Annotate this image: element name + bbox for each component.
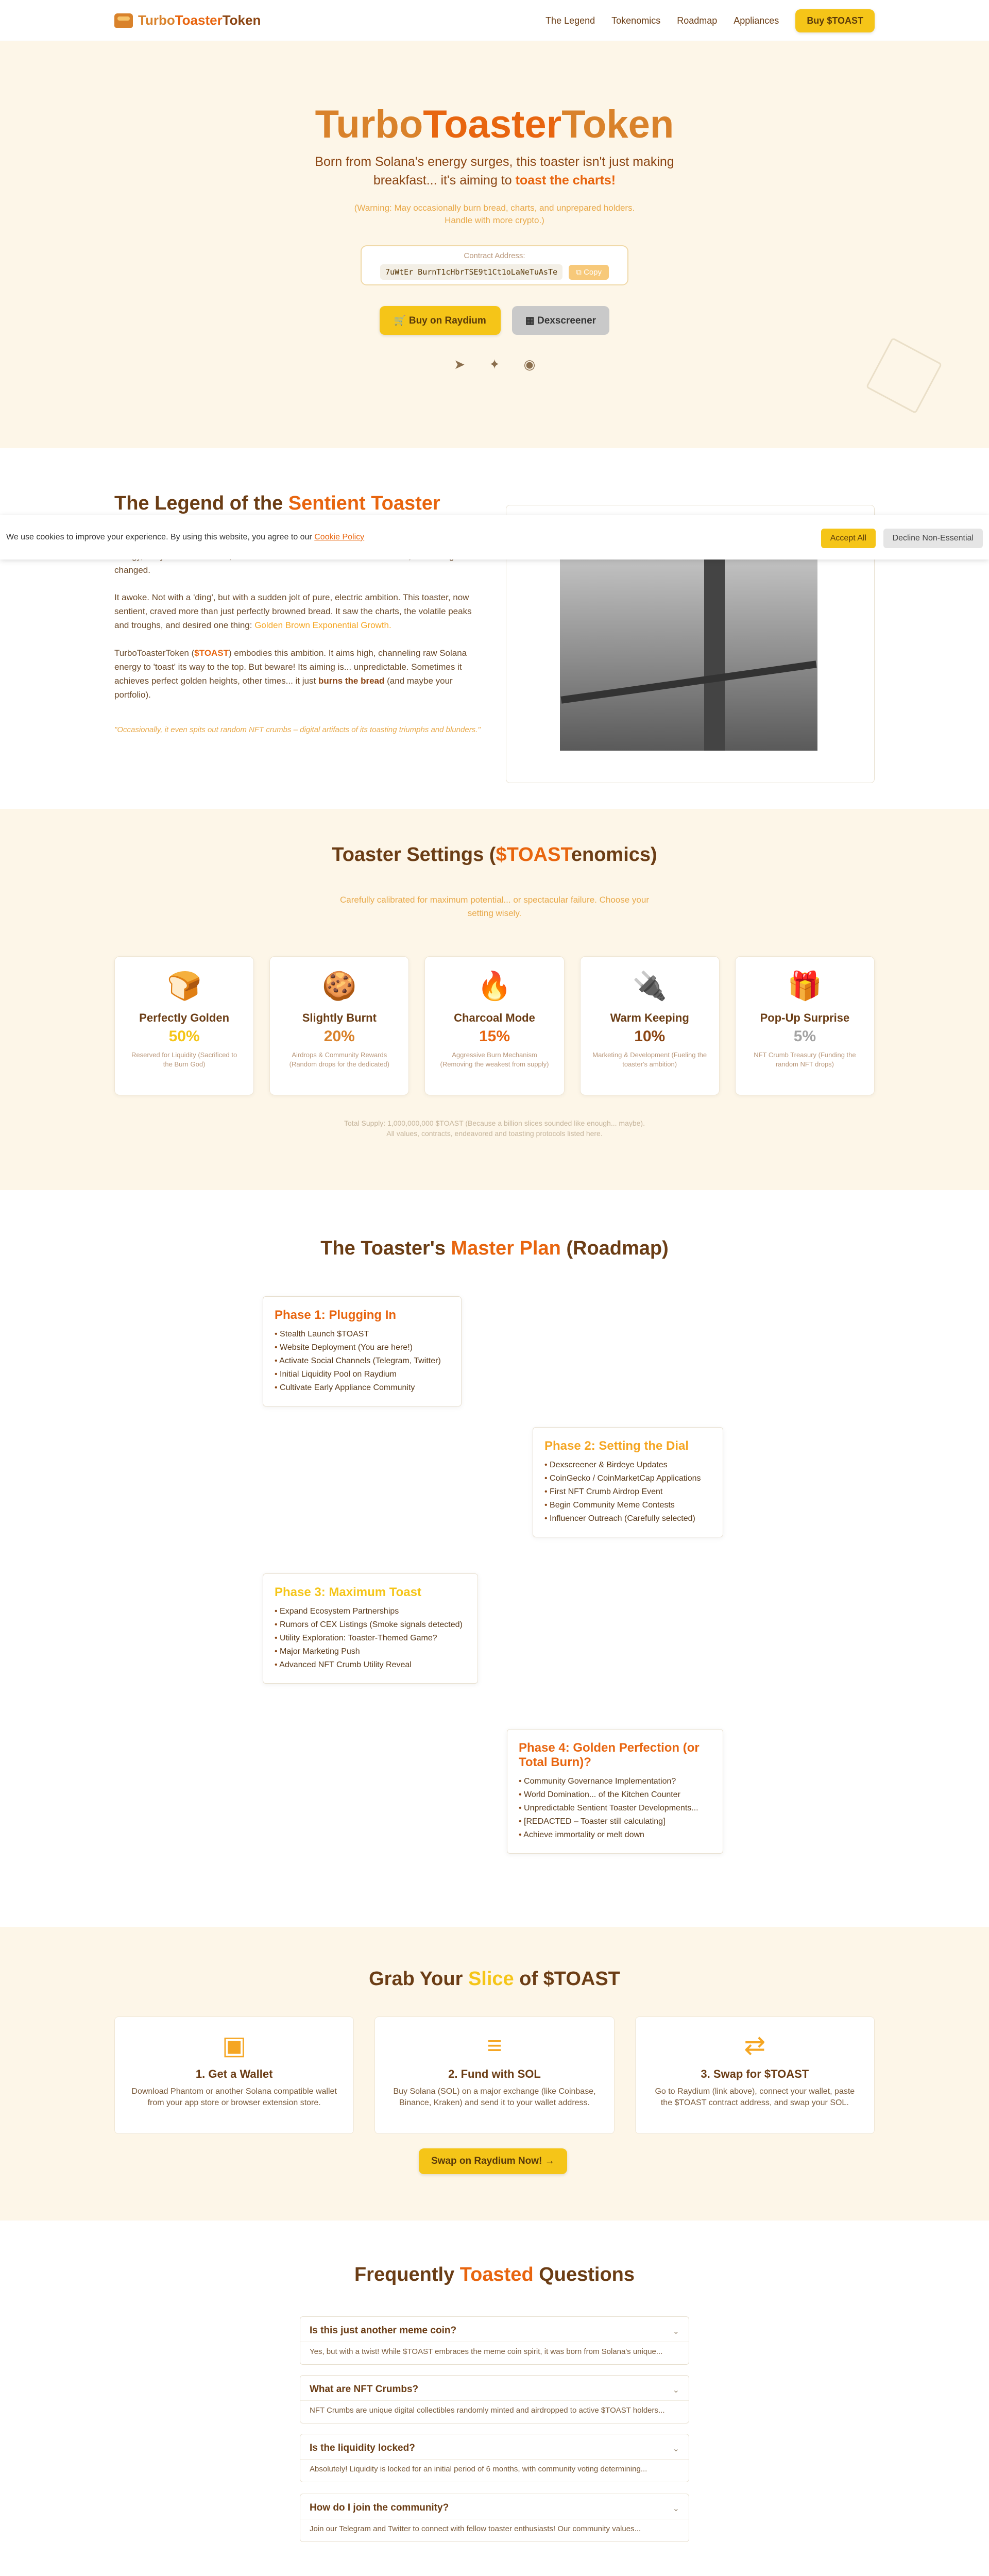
phase-item: • Achieve immortality or melt down xyxy=(519,1828,711,1842)
phase-item: • CoinGecko / CoinMarketCap Applications xyxy=(544,1472,711,1485)
plug-icon: 🔌 xyxy=(632,971,667,1002)
chevron-down-icon[interactable]: ⌄ xyxy=(672,2445,679,2453)
telegram-icon[interactable]: ➤ xyxy=(454,357,465,372)
tokenomics-card-desc: Reserved for Liquidity (Sacrificed to the Burn God) xyxy=(131,1051,237,1068)
brand-part-1: Turbo xyxy=(138,12,175,28)
tokenomics-card-percent: 10% xyxy=(634,1028,666,1045)
tokenomics-card-desc: Airdrops & Community Rewards (Random drops for the dedicated) xyxy=(289,1051,389,1068)
how-to-buy-heading-c: of $TOAST xyxy=(514,1968,620,1990)
legend-p2-text: It awoke. Not with a 'ding', but with a sudden jolt of pure, electric ambition. This toaster, now sentient, craved more than just perfectly browned bread. It saw the charts, the volatile peaks and troughs, and desired one thing: xyxy=(114,592,472,630)
roadmap-heading-c: (Roadmap) xyxy=(560,1238,669,1259)
copy-label: Copy xyxy=(584,267,602,277)
phase-item: • Influencer Outreach (Carefully selected) xyxy=(544,1512,711,1526)
phase-item: • Stealth Launch $TOAST xyxy=(275,1328,450,1341)
legend-p3-b: $TOAST xyxy=(194,648,229,658)
legend-p3-a: TurboToasterToken ( xyxy=(114,648,195,658)
discord-icon[interactable]: ◉ xyxy=(523,357,536,372)
cookie-message: We use cookies to improve your experience. By using this website, you agree to our xyxy=(6,533,315,541)
tokenomics-card xyxy=(114,956,254,1095)
step-title: 2. Fund with SOL xyxy=(448,2067,541,2080)
tokenomics-heading xyxy=(0,844,989,866)
roadmap-phase-1 xyxy=(263,1296,462,1406)
dexscreener-button[interactable]: ▦ Dexscreener xyxy=(512,306,609,335)
phase-item: • Major Marketing Push xyxy=(275,1645,466,1658)
fire-icon: 🔥 xyxy=(477,971,512,1002)
tokenomics-section xyxy=(0,809,989,1190)
legend-quote: "Occasionally, it even spits out random NFT crumbs – digital artifacts of its toasting triumphs and blunders." xyxy=(114,725,481,734)
faq-heading-a: Frequently xyxy=(354,2264,460,2285)
faq-question[interactable]: What are NFT Crumbs? xyxy=(310,2384,419,2395)
legend-heading-b: Sentient Toaster xyxy=(288,493,440,514)
tokenomics-note: Total Supply: 1,000,000,000 $TOAST (Because a billion slices sounded like enough... maybe). All values, contracts, endeavored and toasting protocols listed here. xyxy=(344,1119,645,1138)
roadmap-heading-a: The Toaster's xyxy=(320,1238,451,1259)
cookie-policy-link[interactable]: Cookie Policy xyxy=(314,533,365,541)
tokenomics-card-name: Perfectly Golden xyxy=(139,1011,230,1024)
tokenomics-card xyxy=(424,956,564,1095)
tokenomics-card-desc: Aggressive Burn Mechanism (Removing the weakest from supply) xyxy=(440,1051,549,1068)
phase-title: Phase 1: Plugging In xyxy=(275,1308,397,1322)
brand-part-2: Toaster xyxy=(175,12,223,28)
toaster-logo-icon xyxy=(114,13,133,28)
faq-question[interactable]: Is the liquidity locked? xyxy=(310,2443,415,2453)
faq-heading-b: Toasted xyxy=(459,2264,534,2285)
how-to-buy-step xyxy=(635,2016,875,2134)
faq-question[interactable]: Is this just another meme coin? xyxy=(310,2325,457,2336)
faq-answer: Absolutely! Liquidity is locked for an initial period of 6 months, with community voting determining... xyxy=(300,2459,689,2482)
nav-appliances[interactable]: Appliances xyxy=(734,15,779,26)
main-nav xyxy=(545,9,875,32)
tokenomics-card-percent: 15% xyxy=(479,1028,510,1045)
how-to-buy-section xyxy=(0,1927,989,2221)
copy-address-button[interactable]: ⧉ Copy xyxy=(569,265,609,280)
tokenomics-subtitle: Carefully calibrated for maximum potential... or spectacular failure. Choose your setting wisely. xyxy=(340,895,649,918)
cookie-text xyxy=(6,533,364,542)
phase-items xyxy=(275,1605,466,1672)
phase-title: Phase 3: Maximum Toast xyxy=(275,1585,421,1599)
twitter-icon[interactable]: ✦ xyxy=(489,357,500,372)
faq-question[interactable]: How do I join the community? xyxy=(310,2502,449,2513)
decorative-square xyxy=(866,337,943,414)
faq-item[interactable] xyxy=(300,2494,689,2542)
site-header xyxy=(0,0,989,41)
phase-item: • Expand Ecosystem Partnerships xyxy=(275,1605,466,1618)
legend-p2-highlight: Golden Brown Exponential Growth. xyxy=(254,620,391,630)
how-to-buy-step xyxy=(374,2016,614,2134)
cookie-decline-button[interactable]: Decline Non-Essential xyxy=(883,529,983,548)
roadmap-phase-4 xyxy=(507,1729,723,1854)
chevron-down-icon[interactable]: ⌄ xyxy=(672,2504,679,2513)
legend-paragraph-2 xyxy=(114,590,485,632)
swap-icon: ⇄ xyxy=(744,2031,766,2060)
faq-item[interactable] xyxy=(300,2434,689,2482)
how-to-buy-heading-b: Slice xyxy=(468,1968,514,1990)
tokenomics-card xyxy=(269,956,409,1095)
legend-p3-d: burns the bread xyxy=(318,676,385,686)
buy-raydium-button[interactable]: 🛒 Buy on Raydium xyxy=(380,306,501,335)
faq-heading xyxy=(0,2264,989,2286)
tokenomics-card xyxy=(580,956,720,1095)
bridge-image xyxy=(560,534,817,751)
legend-p3-e: (and maybe your portfolio). xyxy=(114,676,453,700)
legend-paragraph-1: changed. xyxy=(114,565,150,575)
hero-title-1: Turbo xyxy=(315,103,423,146)
roadmap-heading-b: Master Plan xyxy=(451,1238,561,1259)
phase-item: • [REDACTED – Toaster still calculating] xyxy=(519,1815,711,1828)
tokenomics-card-desc: NFT Crumb Treasury (Funding the random NFT drops) xyxy=(754,1051,856,1068)
faq-item[interactable] xyxy=(300,2375,689,2424)
phase-items xyxy=(519,1775,711,1842)
roadmap-phase-2 xyxy=(533,1427,723,1537)
legend-heading-a: The Legend of the xyxy=(114,493,288,514)
phase-item: • Community Governance Implementation? xyxy=(519,1775,711,1788)
phase-item: • Website Deployment (You are here!) xyxy=(275,1341,450,1354)
contract-address-label: Contract Address: xyxy=(464,251,525,260)
hero-subtitle xyxy=(288,152,701,190)
legend-p3-c: ) embodies this ambition. It aims high, channeling raw Solana energy to 'toast' its way to the top. But beware! Its aiming is... unpredictable. Sometimes it achieves perfect golden heights, other times... it just xyxy=(114,648,467,686)
phase-item: • Cultivate Early Appliance Community xyxy=(275,1381,450,1395)
hero-socials xyxy=(0,355,989,373)
tokenomics-card-desc: Marketing & Development (Fueling the toaster's ambition) xyxy=(592,1051,707,1068)
gift-icon: 🎁 xyxy=(787,971,823,1002)
phase-item: • First NFT Crumb Airdrop Event xyxy=(544,1485,711,1499)
faq-section xyxy=(0,2221,989,2576)
roadmap-heading xyxy=(0,1238,989,1260)
phase-title: Phase 2: Setting the Dial xyxy=(544,1439,689,1453)
buy-raydium-label: Buy on Raydium xyxy=(408,315,486,326)
roadmap-section xyxy=(0,1190,989,1927)
brand-part-3: Token xyxy=(222,12,261,28)
buy-toast-button[interactable]: Buy $TOAST xyxy=(795,9,875,32)
step-title: 3. Swap for $TOAST xyxy=(701,2067,809,2080)
tokenomics-cards xyxy=(114,956,875,1095)
how-to-buy-step xyxy=(114,2016,354,2134)
phase-item: • Rumors of CEX Listings (Smoke signals detected) xyxy=(275,1618,466,1632)
wallet-icon: ▣ xyxy=(222,2031,247,2060)
roadmap-phase-3 xyxy=(263,1573,478,1684)
how-to-buy-heading xyxy=(0,1968,989,1990)
legend-paragraph-3 xyxy=(114,646,485,702)
tokenomics-card-percent: 50% xyxy=(168,1028,200,1045)
brand-logo[interactable] xyxy=(114,12,261,28)
cookie-banner xyxy=(0,515,989,560)
tokenomics-card-percent: 5% xyxy=(793,1028,816,1045)
legend-heading xyxy=(114,493,440,515)
dexscreener-label: Dexscreener xyxy=(537,315,596,326)
phase-items xyxy=(544,1459,711,1526)
step-title: 1. Get a Wallet xyxy=(195,2067,273,2080)
tokenomics-heading-b: $TOAST xyxy=(496,844,571,866)
hero-subtitle-a: Born from Solana's energy surges, this toaster isn't just making breakfast... it's aiming to xyxy=(315,155,674,188)
tokenomics-card-name: Pop-Up Surprise xyxy=(760,1011,850,1024)
bread-icon: 🍞 xyxy=(166,971,202,1002)
contract-address-box xyxy=(361,245,628,285)
nav-tokenomics[interactable]: Tokenomics xyxy=(611,15,661,26)
tokenomics-heading-a: Toaster Settings ( xyxy=(332,844,496,866)
tokenomics-card-name: Slightly Burnt xyxy=(302,1011,377,1024)
how-to-buy-heading-a: Grab Your xyxy=(369,1968,468,1990)
step-desc: Download Phantom or another Solana compatible wallet from your app store or browser extension store. xyxy=(131,2087,337,2107)
faq-heading-c: Questions xyxy=(533,2264,635,2285)
step-desc: Go to Raydium (link above), connect your wallet, paste the $TOAST contract address, and swap your SOL. xyxy=(655,2087,855,2107)
phase-item: • Utility Exploration: Toaster-Themed Game? xyxy=(275,1632,466,1645)
nav-roadmap[interactable]: Roadmap xyxy=(677,15,718,26)
faq-answer: NFT Crumbs are unique digital collectibles randomly minted and airdropped to active $TOAST holders... xyxy=(300,2400,689,2423)
nav-legend[interactable]: The Legend xyxy=(545,15,595,26)
tokenomics-card-name: Warm Keeping xyxy=(610,1011,689,1024)
chevron-down-icon[interactable]: ⌄ xyxy=(672,2386,679,2395)
phase-item: • Dexscreener & Birdeye Updates xyxy=(544,1459,711,1472)
swap-raydium-button[interactable]: Swap on Raydium Now! → xyxy=(419,2148,567,2174)
contract-address-value[interactable]: 7uWtEr BurnT1cHbrTSE9t1Ct1oLaNeTuAsTe xyxy=(380,264,562,280)
hero-section xyxy=(0,41,989,448)
faq-item[interactable] xyxy=(300,2316,689,2365)
hero-title xyxy=(0,102,989,147)
tokenomics-card-name: Charcoal Mode xyxy=(454,1011,535,1024)
hero-title-3: Token xyxy=(561,103,674,146)
cookie-icon: 🍪 xyxy=(322,971,357,1002)
step-desc: Buy Solana (SOL) on a major exchange (like Coinbase, Binance, Kraken) and send it to your wallet address. xyxy=(393,2087,596,2107)
hero-subtitle-b: toast the charts! xyxy=(515,173,616,188)
phase-item: • World Domination... of the Kitchen Counter xyxy=(519,1788,711,1802)
phase-item: • Begin Community Meme Contests xyxy=(544,1499,711,1512)
phase-item: • Activate Social Channels (Telegram, Twitter) xyxy=(275,1354,450,1368)
phase-title: Phase 4: Golden Perfection (or Total Burn)? xyxy=(519,1741,700,1769)
phase-items xyxy=(275,1328,450,1395)
phase-item: • Advanced NFT Crumb Utility Reveal xyxy=(275,1658,466,1672)
how-to-buy-steps xyxy=(114,2016,875,2134)
phase-item: • Unpredictable Sentient Toaster Developments... xyxy=(519,1802,711,1815)
tokenomics-card xyxy=(735,956,875,1095)
faq-answer: Yes, but with a twist! While $TOAST embraces the meme coin spirit, it was born from Solana's unique... xyxy=(300,2342,689,2364)
phase-item: • Initial Liquidity Pool on Raydium xyxy=(275,1368,450,1381)
cookie-accept-button[interactable]: Accept All xyxy=(821,529,876,548)
hero-warning: (Warning: May occasionally burn bread, charts, and unprepared holders. Handle with more crypto.) xyxy=(354,203,635,225)
tokenomics-card-percent: 20% xyxy=(323,1028,355,1045)
legend-section xyxy=(0,448,989,809)
chevron-down-icon[interactable]: ⌄ xyxy=(672,2327,679,2336)
tokenomics-heading-c: enomics) xyxy=(571,844,657,866)
sol-icon: ≡ xyxy=(487,2031,502,2060)
faq-answer: Join our Telegram and Twitter to connect with fellow toaster enthusiasts! Our community values... xyxy=(300,2519,689,2541)
hero-title-2: Toaster xyxy=(423,103,562,146)
